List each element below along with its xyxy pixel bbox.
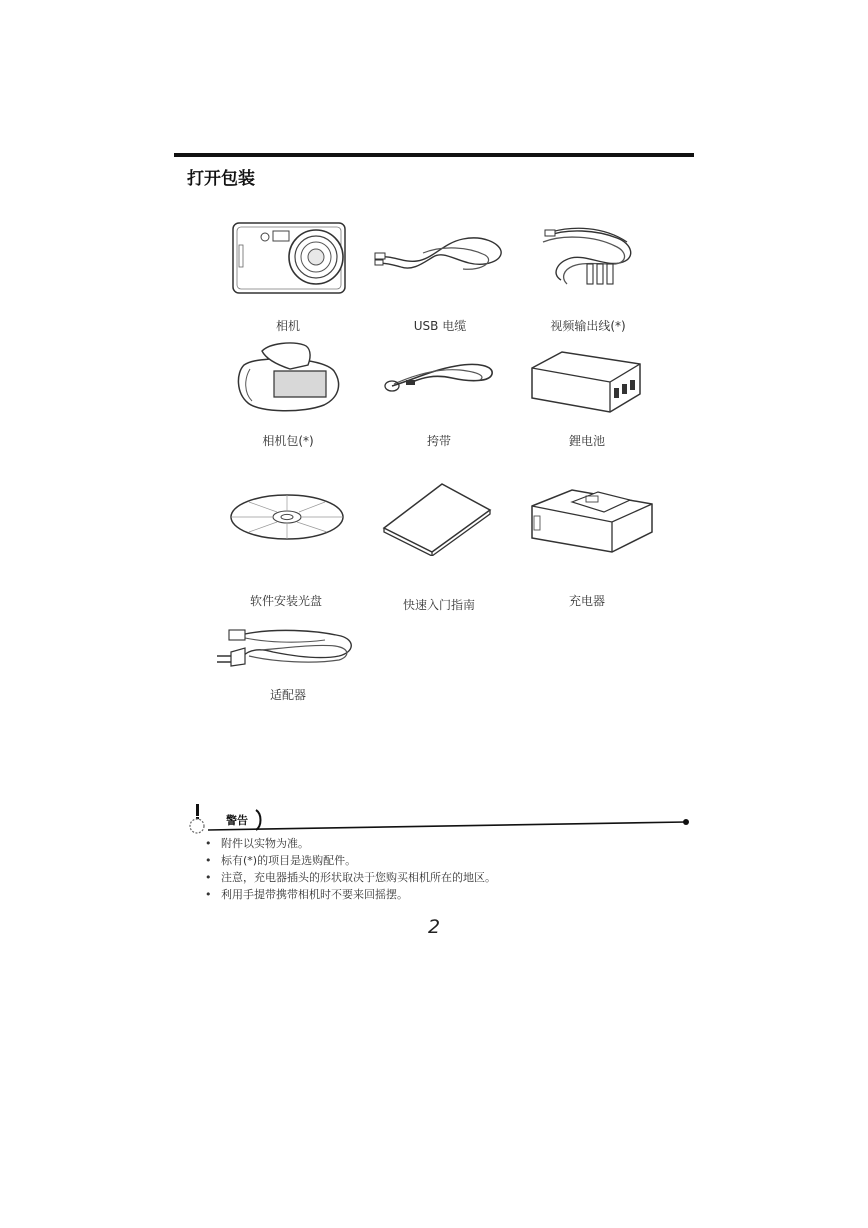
camera-icon: [231, 221, 347, 295]
av-cable-icon: [537, 224, 639, 288]
item-label: 相机包(*): [262, 434, 314, 448]
item-label: 软件安装光盘: [249, 594, 323, 608]
guide-icon: [380, 480, 494, 556]
strap-icon: [382, 356, 498, 396]
warning-notes: [205, 835, 496, 903]
item-label: USB 电缆: [413, 319, 467, 333]
item-label: 挎带: [426, 434, 452, 448]
warning-note: • 注意，充电器插头的形状取决于您购买相机所在的地区。: [205, 869, 496, 886]
section-top-rule: [174, 153, 694, 157]
item-label: 适配器: [269, 688, 307, 702]
camera-pouch-icon: [230, 339, 346, 415]
page-number: 2: [427, 916, 441, 938]
warning-note: • 利用手提带携带相机时不要来回摇摆。: [205, 886, 496, 903]
warning-note: • 附件以实物为准。: [205, 835, 496, 852]
item-label: 快速入门指南: [402, 598, 476, 612]
item-label: 相机: [275, 319, 301, 333]
warning-label: 警告: [226, 814, 248, 827]
charger-icon: [526, 486, 656, 556]
section-title: 打开包装: [187, 169, 255, 189]
battery-icon: [526, 348, 644, 416]
adapter-icon: [215, 626, 355, 672]
cd-icon: [229, 492, 345, 542]
item-label: 鋰电池: [568, 434, 606, 448]
usb-cable-icon: [373, 233, 507, 279]
item-label: 视频输出线(*): [550, 319, 626, 333]
item-label: 充电器: [568, 594, 606, 608]
warning-note: • 标有(*)的项目是选购配件。: [205, 852, 496, 869]
warning-icon: [190, 804, 204, 833]
